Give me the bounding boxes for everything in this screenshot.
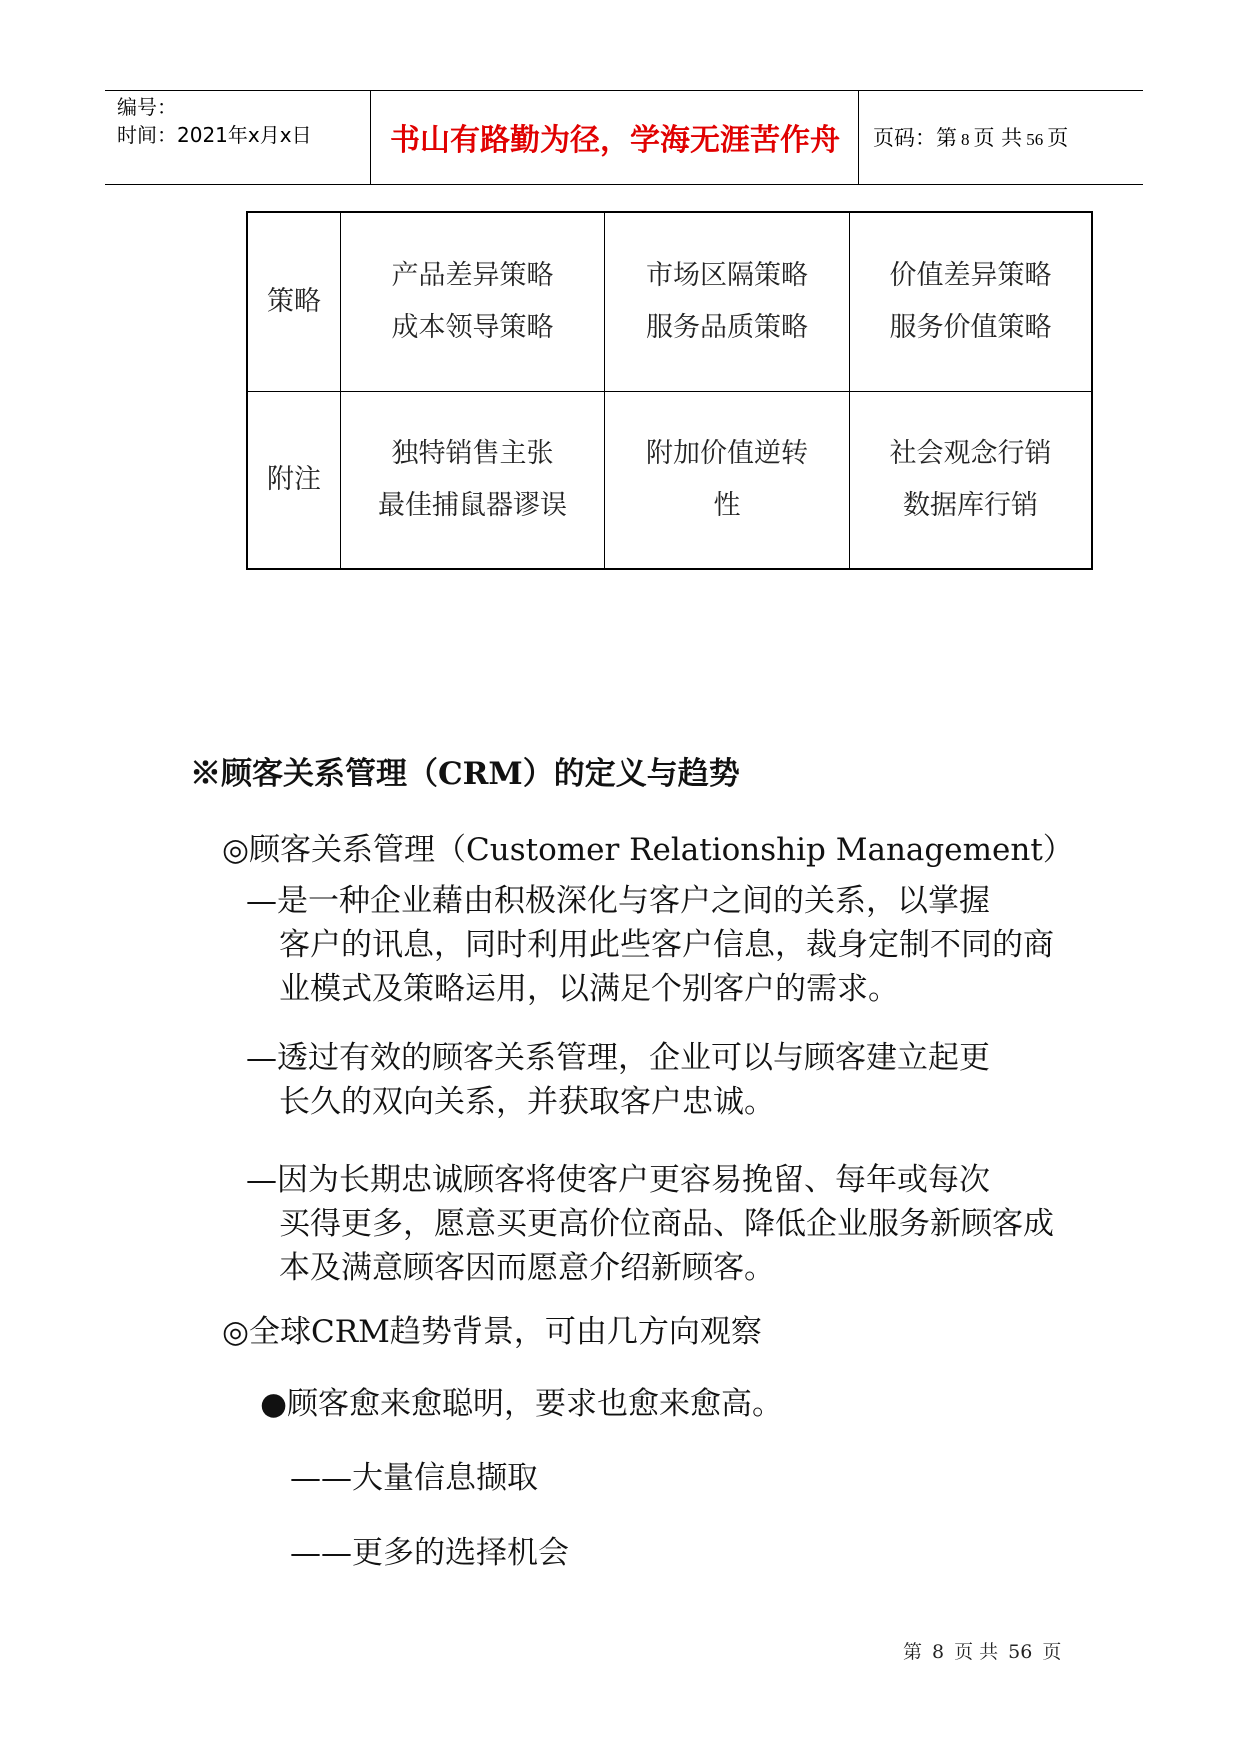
page-footer — [903, 1637, 1071, 1664]
cell-line: 市场区隔策略 — [646, 260, 808, 291]
time-label: 时间：2021年x月x日 — [117, 123, 312, 147]
paragraph-definition — [246, 879, 1066, 1011]
cell-line: 社会观念行销 — [889, 438, 1052, 469]
cell-line: 产品差异策略 — [391, 260, 554, 291]
page-number: 8 — [961, 130, 970, 149]
table-cell — [605, 213, 850, 391]
footer-page: 8 — [932, 1641, 945, 1663]
footer-suffix: 页 — [1042, 1641, 1062, 1663]
footer-prefix: 第 — [903, 1641, 923, 1663]
section-heading: ※顾客关系管理（CRM）的定义与趋势 — [190, 756, 740, 792]
paragraph-first-line: —透过有效的顾客关系管理，企业可以与顾客建立起更 — [246, 1040, 990, 1076]
row-label — [248, 213, 341, 391]
header-meta — [117, 93, 362, 149]
page-header — [105, 90, 1143, 185]
crm-title: ◎顾客关系管理（Customer Relationship Management） — [222, 832, 1074, 868]
header-divider — [370, 91, 371, 184]
footer-total: 56 — [1008, 1641, 1033, 1663]
table-cell — [605, 392, 850, 568]
cell-line: 服务价值策略 — [889, 312, 1052, 343]
page-prefix: 页码：第 — [873, 126, 957, 150]
cell-line: 附加价值逆转 — [646, 438, 808, 469]
header-page-info — [873, 122, 1068, 152]
table-cell — [850, 213, 1091, 391]
table-cell — [341, 213, 605, 391]
paragraph-rest: 客户的讯息，同时利用此些客户信息，裁身定制不同的商业模式及策略运用，以满足个别客户的需求。 — [279, 927, 1054, 1007]
footer-mid: 页 共 — [954, 1641, 999, 1663]
cell-line: 数据库行销 — [903, 490, 1038, 521]
table-row — [248, 392, 1091, 568]
cell-line: 性 — [713, 490, 741, 521]
header-divider — [858, 91, 859, 184]
page-total: 56 — [1026, 130, 1044, 149]
header-motto: 书山有路勤为径，学海无涯苦作舟 — [390, 123, 840, 158]
sub-item: ——大量信息撷取 — [290, 1460, 538, 1496]
page-mid: 页 共 — [973, 126, 1023, 150]
page-suffix: 页 — [1047, 126, 1069, 150]
paragraph-rest: 长久的双向关系，并获取客户忠诚。 — [279, 1084, 775, 1120]
row-label-text: 策略 — [267, 286, 321, 317]
row-label-text: 附注 — [267, 464, 321, 495]
paragraph-first-line: —是一种企业藉由积极深化与客户之间的关系，以掌握 — [246, 883, 990, 919]
trend-title: ◎全球CRM趋势背景，可由几方向观察 — [222, 1314, 762, 1350]
cell-line: 服务品质策略 — [646, 312, 808, 343]
strategy-table — [246, 211, 1093, 570]
cell-line: 最佳捕鼠器谬误 — [378, 490, 567, 521]
cell-line: 价值差异策略 — [889, 260, 1052, 291]
paragraph-first-line: —因为长期忠诚顾客将使客户更容易挽留、每年或每次 — [246, 1162, 990, 1198]
number-label: 编号： — [117, 95, 177, 119]
table-row — [248, 213, 1091, 392]
bullet-item: ●顾客愈来愈聪明，要求也愈来愈高。 — [260, 1386, 784, 1422]
table-cell — [341, 392, 605, 568]
row-label — [248, 392, 341, 568]
paragraph-rest: 买得更多，愿意买更高价位商品、降低企业服务新顾客成本及满意顾客因而愿意介绍新顾客。 — [279, 1206, 1054, 1286]
paragraph-benefit — [246, 1036, 1066, 1124]
sub-item: ——更多的选择机会 — [290, 1535, 569, 1571]
cell-line: 成本领导策略 — [391, 312, 554, 343]
cell-line: 独特销售主张 — [391, 438, 554, 469]
paragraph-loyalty — [246, 1158, 1066, 1290]
table-cell — [850, 392, 1091, 568]
